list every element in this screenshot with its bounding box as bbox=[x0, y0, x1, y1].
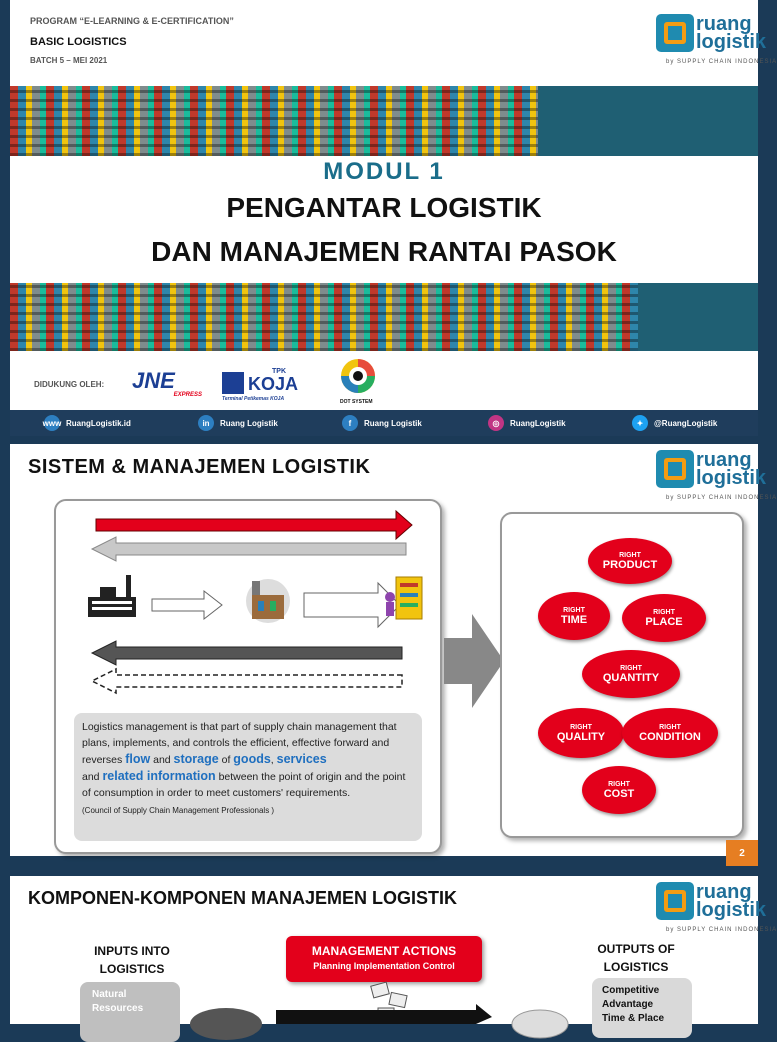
inputs-label: INPUTS INTO LOGISTICS bbox=[94, 944, 170, 976]
warehouse-icon bbox=[246, 579, 290, 623]
right-time: RIGHT TIME bbox=[538, 592, 610, 640]
right-quality: RIGHT QUALITY bbox=[538, 708, 624, 758]
slide-komponen-logistik bbox=[10, 876, 777, 1024]
social-twitter[interactable]: ✦ @RuangLogistik bbox=[632, 415, 717, 431]
social-website[interactable]: www RuangLogistik.id bbox=[44, 415, 131, 431]
instagram-icon: ◎ bbox=[488, 415, 504, 431]
course-label: BASIC LOGISTICS bbox=[30, 36, 127, 48]
facebook-icon: f bbox=[342, 415, 358, 431]
process-flow-bar bbox=[186, 1000, 606, 1024]
twitter-icon: ✦ bbox=[632, 415, 648, 431]
definition-box: Logistics management is that part of supply chain management that plans, implements, and controls the efficient, effective forward and reverses flow and storage of goods, services and related information between the point of origin and the point of consumption in order to meet customers' requirements. (Council of Supply Chain Management Professionals ) bbox=[74, 713, 422, 841]
social-instagram[interactable]: ◎ RuangLogistik bbox=[488, 415, 566, 431]
forward-flow-arrow bbox=[96, 511, 412, 539]
reverse-logistics-arrow bbox=[92, 669, 402, 693]
title-line-2: DAN MANAJEMEN RANTAI PASOK bbox=[151, 236, 617, 267]
hollow-arrow-2 bbox=[304, 583, 400, 627]
linkedin-icon: in bbox=[198, 415, 214, 431]
information-flow-arrow bbox=[92, 641, 402, 665]
outputs-label: OUTPUTS OF LOGISTICS bbox=[597, 942, 675, 974]
ruang-logistik-logo: ruang logistik by SUPPLY CHAIN INDONESIA bbox=[656, 882, 756, 942]
globe-icon: www bbox=[44, 415, 60, 431]
inputs-box: Natural Resources bbox=[80, 982, 180, 1042]
slide-sistem-logistik bbox=[10, 444, 777, 856]
reverse-flow-arrow bbox=[92, 537, 406, 561]
title-line-1: PENGANTAR LOGISTIK bbox=[226, 192, 542, 223]
page-number-badge: 2 bbox=[726, 840, 758, 866]
dot-system-logo: DOT SYSTEM bbox=[340, 358, 384, 405]
title-band bbox=[10, 156, 758, 283]
dot-system-icon bbox=[340, 358, 376, 394]
slide2-heading: SISTEM & MANAJEMEN LOGISTIK bbox=[28, 456, 371, 478]
logo-box-icon bbox=[656, 14, 694, 52]
port-photo-bottom bbox=[10, 283, 758, 351]
right-quantity: RIGHT QUANTITY bbox=[582, 650, 680, 698]
seven-rights-box bbox=[500, 512, 744, 838]
definition-citation: (Council of Supply Chain Management Professionals ) bbox=[82, 806, 275, 815]
slide3-heading: KOMPONEN-KOMPONEN MANAJEMEN LOGISTIK bbox=[28, 888, 458, 908]
factory-icon bbox=[88, 575, 136, 617]
right-product: RIGHT PRODUCT bbox=[588, 538, 672, 584]
social-linkedin[interactable]: in Ruang Logistik bbox=[198, 415, 278, 431]
flow-diagram-box bbox=[54, 499, 442, 854]
right-place: RIGHT PLACE bbox=[622, 594, 706, 642]
koja-mark-icon bbox=[222, 372, 244, 394]
ruang-logistik-logo: ruang logistik by SUPPLY CHAIN INDONESIA bbox=[656, 14, 756, 74]
modul-label: MODUL 1 bbox=[323, 158, 445, 185]
big-grey-arrow bbox=[442, 614, 506, 708]
social-bar bbox=[10, 410, 758, 436]
batch-label: BATCH 5 – MEI 2021 bbox=[30, 56, 108, 65]
right-condition: RIGHT CONDITION bbox=[622, 708, 718, 758]
jne-logo: JNE EXPRESS bbox=[132, 368, 202, 398]
ruang-logistik-logo: ruang logistik by SUPPLY CHAIN INDONESIA bbox=[656, 450, 756, 510]
port-photo-top bbox=[10, 86, 758, 156]
hollow-arrow-1 bbox=[152, 591, 222, 619]
retail-shelf-icon bbox=[385, 577, 422, 619]
management-actions-box: MANAGEMENT ACTIONS Planning Implementation Control bbox=[286, 936, 482, 982]
slide-title: PROGRAM “E-LEARNING & E-CERTIFICATION” BASIC LOGISTICS BATCH 5 – MEI 2021 ruang logistik by SUPPLY CHAIN INDONESIA MODUL 1 PENGANTAR LOGISTIK DAN MANAJEMEN RANTAI PASOK DIDUKUNG OLEH: JNE EXPRESS TPK KOJA Terminal Petikemas KOJA DOT SYSTEM www RuangLogistik.id in Ruang Logistik f Ruang Logistik ◎ RuangLogistik ✦ @RuangLogistik bbox=[10, 0, 758, 436]
supported-by-label: DIDUKUNG OLEH: bbox=[34, 380, 105, 389]
right-cost: RIGHT COST bbox=[582, 766, 656, 814]
outputs-box: Competitive Advantage Time & Place bbox=[592, 978, 692, 1038]
social-facebook[interactable]: f Ruang Logistik bbox=[342, 415, 422, 431]
flow-diagram bbox=[56, 501, 440, 711]
program-label: PROGRAM “E-LEARNING & E-CERTIFICATION” bbox=[30, 16, 234, 26]
